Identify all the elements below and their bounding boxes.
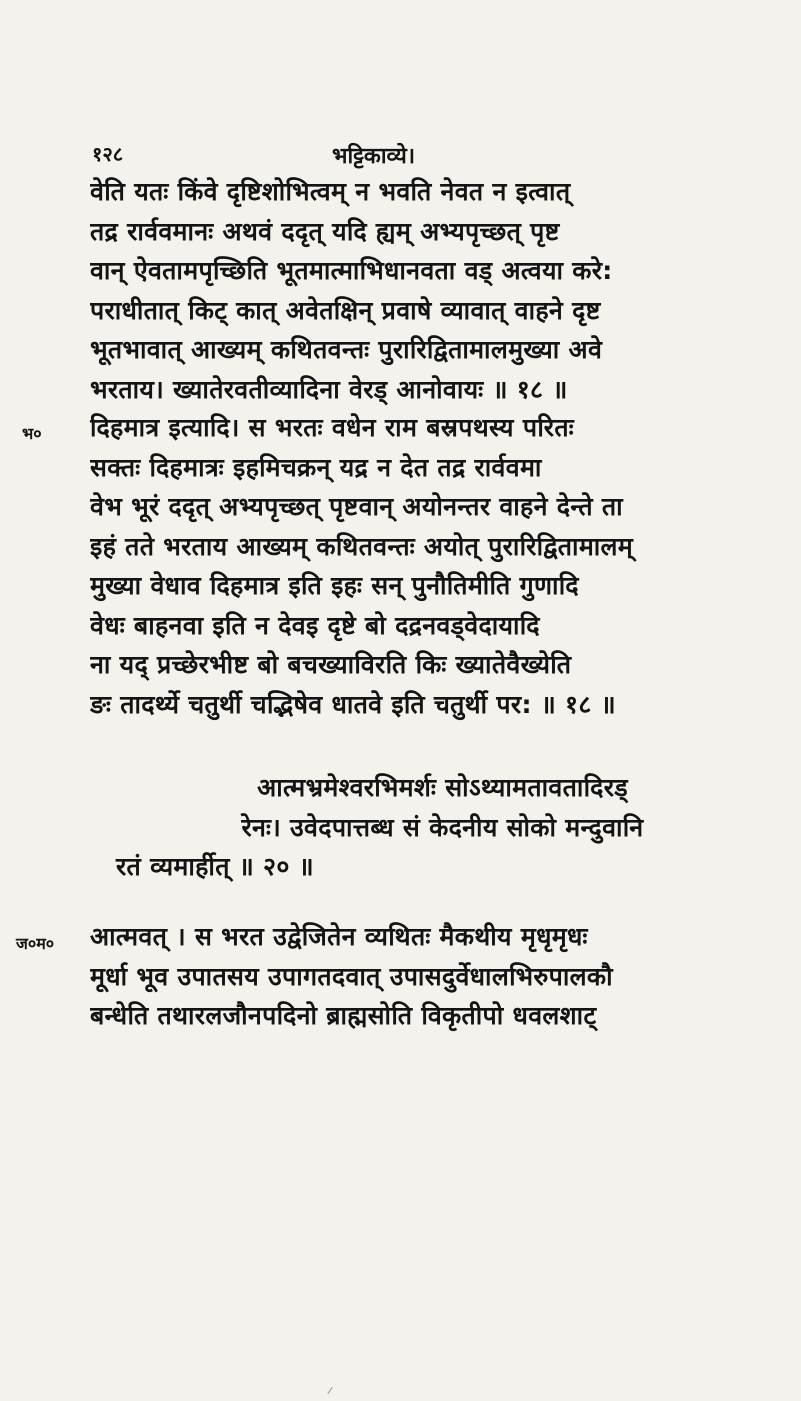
commentary-paragraph — [90, 408, 795, 724]
second-commentary-paragraph — [90, 917, 795, 1036]
text-line: इहं तते भरताय आख्यम् कथितवन्तः अयोत् पुरारिद्वितामालम् — [90, 531, 634, 561]
text-line: दिहमात्र इत्यादि। स भरतः वधेन राम बस्रपथस्य परितः — [90, 413, 574, 442]
commentary-margin-label: भ० — [22, 424, 42, 443]
text-line: भूतभावात् आख्यम् कथितवन्तः पुरारिद्वितामालमुख्या अवे — [90, 335, 603, 364]
text-line: मूर्धा भूव उपातसय उपागतदवात् उपासदुर्वेधालभिरुपालकौ — [90, 961, 613, 991]
page-header — [92, 140, 692, 176]
text-line: मुख्या वेधाव दिहमात्र इति इहः सन् पुनौतिमीति गुणादि — [90, 571, 579, 600]
text-line: भरताय। ख्यातेरवतीव्यादिना वेरड् आनोवायः ॥ १८ ॥ — [90, 374, 568, 404]
text-line: बन्धेति तथारलजौनपदिनो ब्राह्मसोति विकृतीपो धवलशाट् — [90, 1001, 597, 1030]
text-line: ङः तादर्थ्ये चतुर्थी चद्भिषेव धातवे इति चतुर्थी पर: ॥ १८ ॥ — [90, 689, 616, 719]
text-line: सक्तः दिहमात्रः इहमिचक्रन् यद्र न देत तद्र रार्ववमा — [90, 452, 542, 482]
text-line: वेधः बाहनवा इति न देवइ दृष्टे बो दद्रनवड्वेदायादि — [90, 610, 540, 640]
text-line: आत्मवत् । स भरत उद्वेजितेन व्यथितः मैकथीय मृधृमृधः — [90, 922, 588, 951]
main-verse-paragraph — [90, 172, 795, 409]
text-line: वान् ऐवतामपृच्छिति भूतमात्माभिधानवता वड् अत्वया करे: — [90, 256, 613, 285]
verse-block — [90, 768, 795, 887]
text-line: पराधीतात् किट् कात् अवेतक्षिन् प्रवाषे व्यावात् वाहने दृष्ट — [90, 295, 601, 325]
text-line: ना यद् प्रच्छेरभीष्ट बो बचख्याविरति किः ख्यातेवैख्येति — [90, 650, 572, 679]
page-number: १२८ — [92, 142, 124, 166]
verse-line: आत्मभ्रमेश्वरभिमर्शः सोऽथ्यामतावतादिरड् — [257, 773, 628, 802]
text-line: वेभ भूरं ददृत् अभ्यपृच्छत् पृष्टवान् अयोनन्तर वाहने देन्ते ता — [90, 492, 623, 521]
running-title: भट्टिकाव्ये। — [332, 144, 416, 169]
second-commentary-margin-label: ज०म० — [16, 934, 55, 953]
verse-line: रतं व्यमार्हीत् ॥ २० ॥ — [116, 852, 314, 881]
verse-line: रेनः। उवेदपात्तब्ध सं केदनीय सोको मन्दुवानि — [241, 812, 644, 842]
stray-pen-mark — [327, 1387, 332, 1394]
text-line: तद्र रार्ववमानः अथवं ददृत् यदि ह्यम् अभ्यपृच्छत् पृष्ट — [90, 216, 560, 246]
text-line: वेति यतः किंवे दृष्टिशोभित्वम् न भवति नेवत न इत्वात् — [90, 177, 571, 206]
